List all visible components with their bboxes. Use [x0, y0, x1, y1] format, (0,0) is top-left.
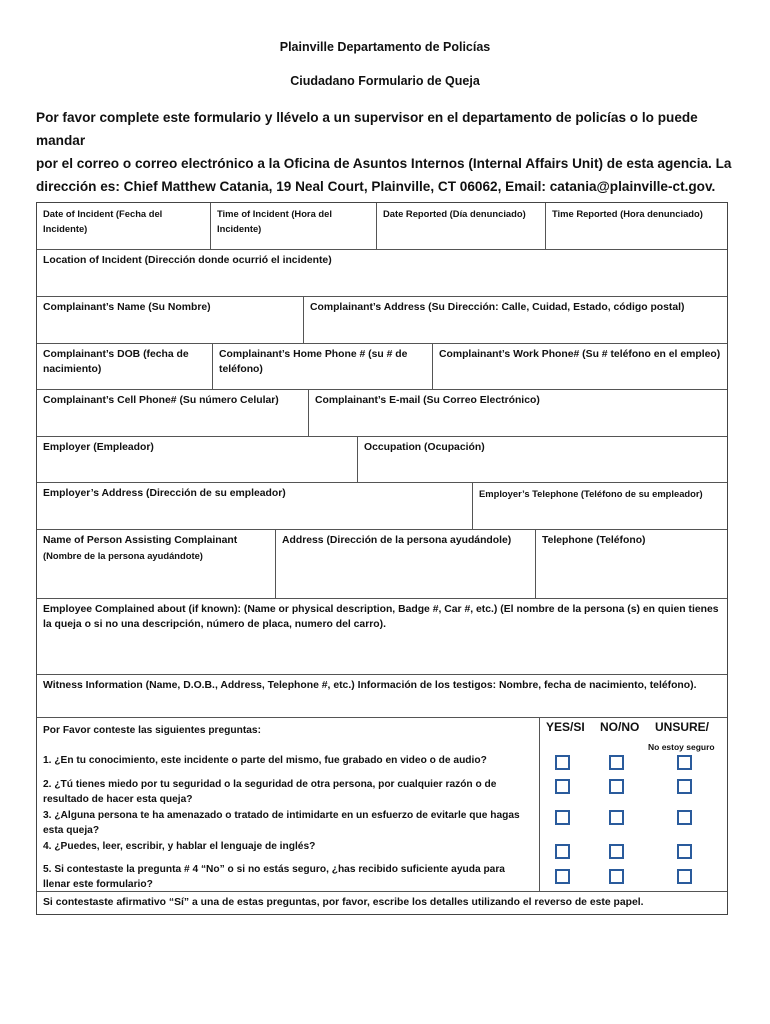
- q3-yes-checkbox[interactable]: [555, 810, 570, 825]
- time-reported-field[interactable]: Time Reported (Hora denunciado): [545, 203, 727, 249]
- instructions-line-2: por el correo o correo electrónico a la Oficina de Asuntos Internos (Internal Affairs Unit) de esta agencia. La: [36, 156, 732, 171]
- yes-column-header: YES/SI: [546, 720, 585, 734]
- instructions-line-1: Por favor complete este formulario y llévelo a un supervisor en el departamento de policías o lo puede mandar: [36, 110, 698, 148]
- complainant-address-field[interactable]: Complainant’s Address (Su Dirección: Calle, Cuidad, Estado, código postal): [303, 297, 727, 343]
- questions-footer-row: [37, 892, 727, 914]
- q5-no-checkbox[interactable]: [609, 869, 624, 884]
- instructions-paragraph: [36, 106, 736, 198]
- employee-complained-field[interactable]: Employee Complained about (if known): (Name or physical description, Badge #, Car #, etc.) (El nombre de la persona (s) en quien tienes la queja o si no una descripción, número de placa, numero del carro).: [43, 604, 719, 630]
- location-row: [37, 250, 727, 297]
- complaint-form: [36, 202, 728, 915]
- time-of-incident-field[interactable]: Time of Incident (Hora del Incidente): [210, 203, 376, 249]
- q2-no-checkbox[interactable]: [609, 779, 624, 794]
- question-4: 4. ¿Puedes, leer, escribir, y hablar el lenguaje de inglés?: [43, 841, 316, 852]
- q2-yes-checkbox[interactable]: [555, 779, 570, 794]
- occupation-field[interactable]: Occupation (Ocupación): [357, 437, 727, 482]
- employer-address-row: [37, 483, 727, 530]
- employer-field[interactable]: Employer (Empleador): [43, 442, 154, 453]
- q5-unsure-checkbox[interactable]: [677, 869, 692, 884]
- employee-complained-row: [37, 599, 727, 675]
- complainant-phone-row: [37, 344, 727, 390]
- q1-yes-checkbox[interactable]: [555, 755, 570, 770]
- question-5: 5. Si contestaste la pregunta # 4 “No” o si no estás seguro, ¿has recibido suficiente ayuda para llenar este formulario?: [43, 864, 505, 890]
- questions-intro: Por Favor conteste las siguientes preguntas:: [43, 725, 261, 736]
- complainant-home-phone-field[interactable]: Complainant’s Home Phone # (su # de teléfono): [212, 344, 432, 389]
- incident-date-row: [37, 203, 727, 250]
- q3-unsure-checkbox[interactable]: [677, 810, 692, 825]
- assisting-person-address-field[interactable]: Address (Dirección de la persona ayudándole): [275, 530, 535, 598]
- unsure-column-header: UNSURE/: [655, 720, 710, 734]
- q2-unsure-checkbox[interactable]: [677, 779, 692, 794]
- complainant-contact-row: [37, 390, 727, 437]
- q1-no-checkbox[interactable]: [609, 755, 624, 770]
- assisting-person-name-field[interactable]: [37, 530, 275, 598]
- complainant-name-row: [37, 297, 727, 344]
- q4-yes-checkbox[interactable]: [555, 844, 570, 859]
- q3-no-checkbox[interactable]: [609, 810, 624, 825]
- assisting-person-telephone-field[interactable]: Telephone (Teléfono): [535, 530, 727, 598]
- no-column-header: NO/NO: [600, 720, 640, 734]
- assistant-row: [37, 530, 727, 599]
- questions-section: [37, 718, 727, 892]
- employment-row: [37, 437, 727, 483]
- employer-address-field[interactable]: Employer’s Address (Dirección de su empleador): [43, 488, 286, 499]
- complainant-dob-field[interactable]: Complainant’s DOB (fecha de nacimiento): [43, 349, 189, 375]
- witness-information-field[interactable]: Witness Information (Name, D.O.B., Address, Telephone #, etc.) Información de los testigos: Nombre, fecha de nacimiento, teléfono).: [43, 680, 697, 691]
- employer-telephone-field[interactable]: Employer’s Telephone (Teléfono de su empleador): [472, 483, 727, 529]
- date-of-incident-field[interactable]: Date of Incident (Fecha del Incidente): [43, 208, 163, 234]
- assisting-person-name-label: Name of Person Assisting Complainant: [43, 535, 238, 546]
- document-subtitle: Ciudadano Formulario de Queja: [290, 74, 480, 88]
- complainant-email-field[interactable]: Complainant’s E-mail (Su Correo Electrónico): [308, 390, 727, 436]
- q4-unsure-checkbox[interactable]: [677, 844, 692, 859]
- q5-yes-checkbox[interactable]: [555, 869, 570, 884]
- answers-column: [539, 718, 727, 891]
- complainant-work-phone-field[interactable]: Complainant’s Work Phone# (Su # teléfono en el empleo): [432, 344, 727, 389]
- q4-no-checkbox[interactable]: [609, 844, 624, 859]
- q1-unsure-checkbox[interactable]: [677, 755, 692, 770]
- witness-row: [37, 675, 727, 718]
- unsure-column-subheader: No estoy seguro: [648, 742, 715, 752]
- complainant-cell-phone-field[interactable]: Complainant’s Cell Phone# (Su número Celular): [43, 395, 279, 406]
- question-2: 2. ¿Tú tienes miedo por tu seguridad o la seguridad de otra persona, por cualquier razón o de resultado de hacer esta queja?: [43, 779, 497, 805]
- date-reported-field[interactable]: Date Reported (Día denunciado): [376, 203, 545, 249]
- instructions-line-3: dirección es: Chief Matthew Catania, 19 Neal Court, Plainville, CT 06062, Email: catania@plainville-ct.gov.: [36, 179, 716, 194]
- questions-list: [37, 718, 539, 891]
- question-3: 3. ¿Alguna persona te ha amenazado o tratado de intimidarte en un esfuerzo de evitarle que hagas esta queja?: [43, 810, 520, 836]
- assisting-person-name-sublabel: (Nombre de la persona ayudándote): [43, 550, 203, 561]
- question-1: 1. ¿En tu conocimiento, este incidente o parte del mismo, fue grabado en video o de audio?: [43, 755, 487, 766]
- location-field[interactable]: Location of Incident (Dirección donde ocurrió el incidente): [43, 255, 332, 266]
- complainant-name-field[interactable]: Complainant’s Name (Su Nombre): [43, 302, 211, 313]
- document-title: Plainville Departamento de Policías: [279, 40, 491, 54]
- questions-footer-note: Si contestaste afirmativo “Sí” a una de estas preguntas, por favor, escribe los detalles utilizando el reverso de este papel.: [43, 897, 644, 908]
